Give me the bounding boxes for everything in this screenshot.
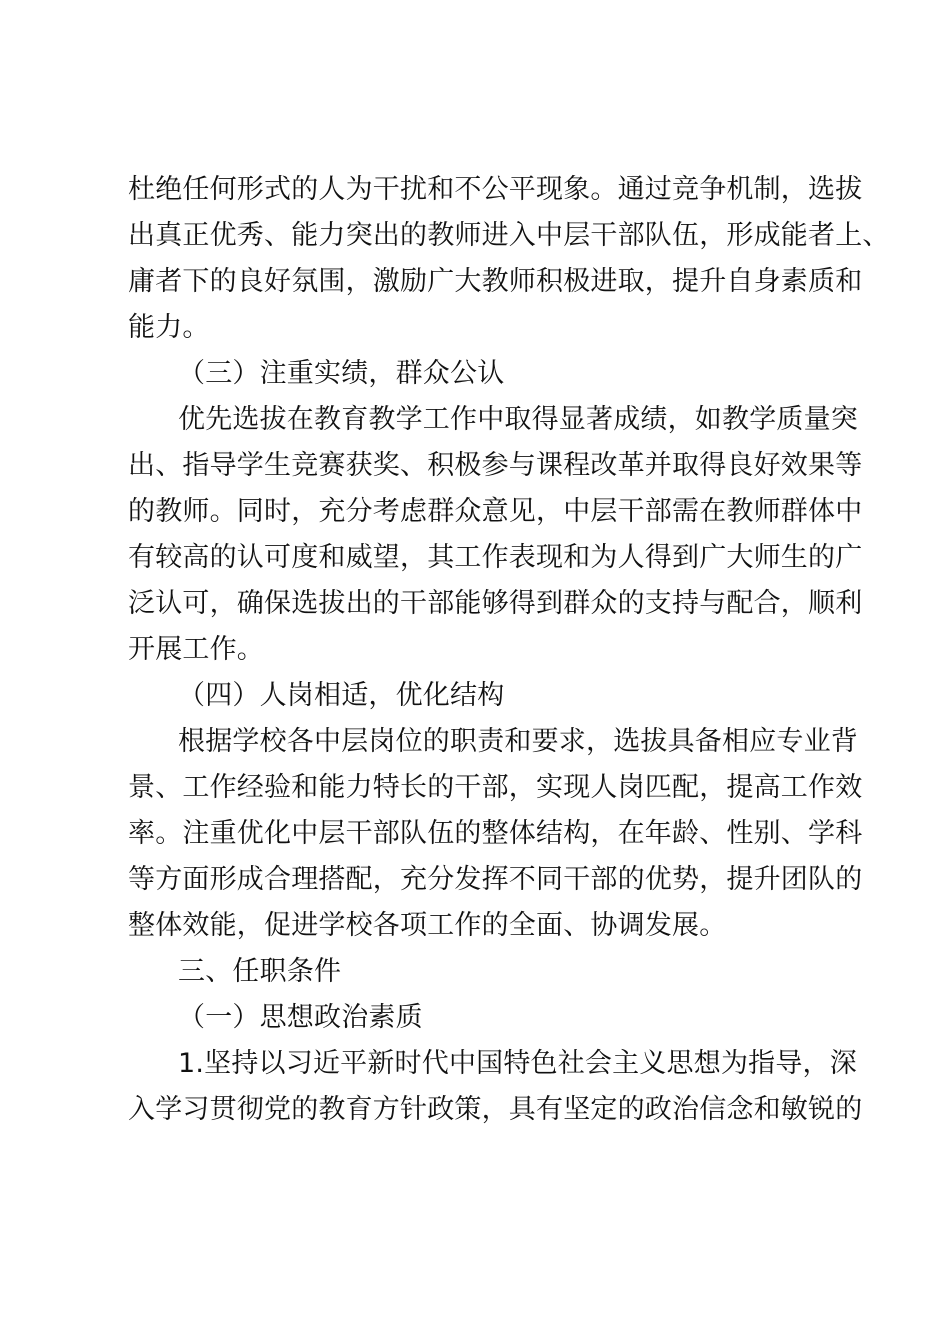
section-heading: （一）思想政治素质 [178,1002,423,1033]
body-text-line: 杜绝任何形式的人为干扰和不公平现象。通过竞争机制，选拔 [128,174,863,205]
body-text-line: 泛认可，确保选拔出的干部能够得到群众的支持与配合，顺利 [128,588,863,619]
body-text-line: 率。注重优化中层干部队伍的整体结构，在年龄、性别、学科 [128,818,863,849]
paragraph-first-line: 优先选拔在教育教学工作中取得显著成绩，如教学质量突 [178,404,858,435]
body-text-line: 出真正优秀、能力突出的教师进入中层干部队伍，形成能者上、 [128,220,890,251]
section-heading: （四）人岗相适，优化结构 [178,680,505,711]
chapter-heading: 三、任职条件 [178,956,342,987]
body-text-line: 等方面形成合理搭配，充分发挥不同干部的优势，提升团队的 [128,864,863,895]
paragraph-first-line: 1.坚持以习近平新时代中国特色社会主义思想为指导，深 [178,1048,857,1079]
body-text-line: 有较高的认可度和威望，其工作表现和为人得到广大师生的广 [128,542,863,573]
body-text-line: 开展工作。 [128,634,264,665]
body-text-line: 能力。 [128,312,210,343]
section-heading: （三）注重实绩，群众公认 [178,358,505,389]
body-text-line: 整体效能，促进学校各项工作的全面、协调发展。 [128,910,727,941]
body-text-line: 的教师。同时，充分考虑群众意见，中层干部需在教师群体中 [128,496,863,527]
paragraph-first-line: 根据学校各中层岗位的职责和要求，选拔具备相应专业背 [178,726,858,757]
body-text-line: 景、工作经验和能力特长的干部，实现人岗匹配，提高工作效 [128,772,863,803]
body-text-line: 出、指导学生竞赛获奖、积极参与课程改革并取得良好效果等 [128,450,863,481]
body-text-line: 庸者下的良好氛围，激励广大教师积极进取，提升自身素质和 [128,266,863,297]
body-text-line: 入学习贯彻党的教育方针政策，具有坚定的政治信念和敏锐的 [128,1094,863,1125]
